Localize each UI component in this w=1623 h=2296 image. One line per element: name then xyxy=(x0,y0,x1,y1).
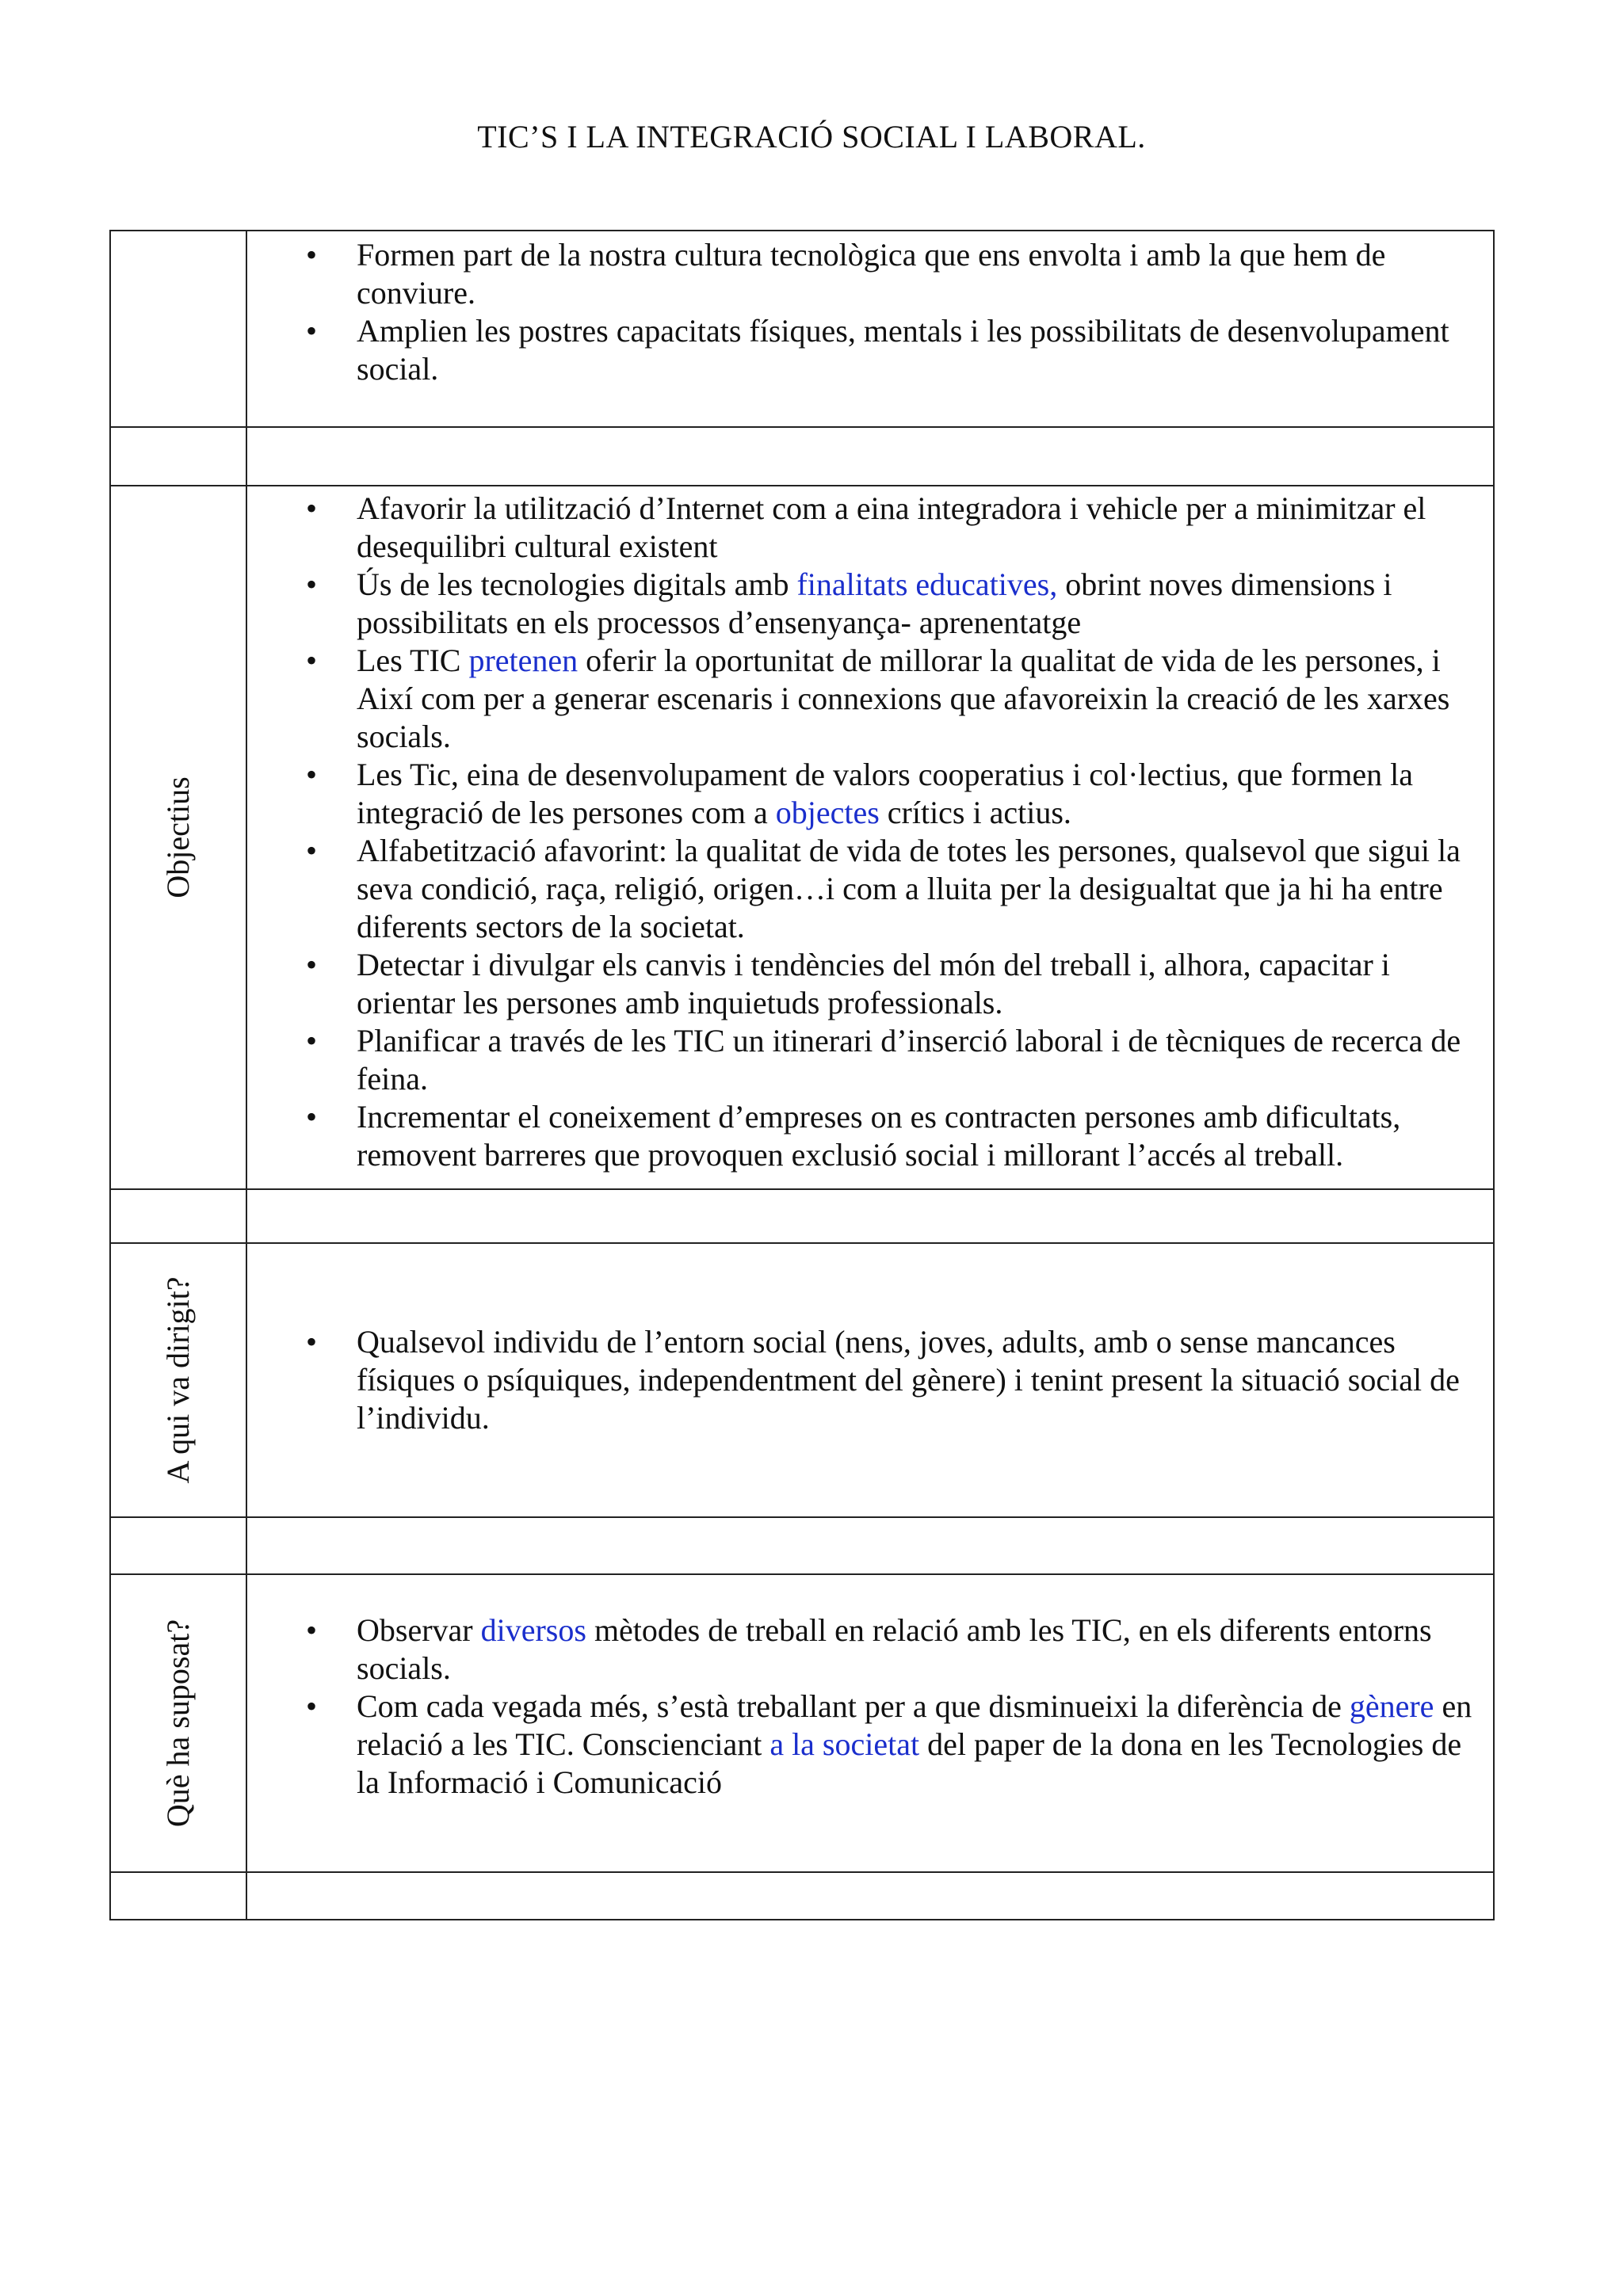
spacer-cell xyxy=(110,1872,246,1920)
intro-bullet-list xyxy=(247,236,1493,388)
spacer-row xyxy=(110,427,1494,486)
text-run: crítics i actius. xyxy=(879,795,1071,830)
text-run: mètodes de treball en relació amb les TIC, en els diferents entorns socials. xyxy=(357,1612,1432,1686)
objectius-content-cell xyxy=(246,486,1494,1189)
objectius-bullet: • Planificar a través de les TIC un itinerari d’inserció laboral i de tècniques de recerca de feina. xyxy=(357,1022,1493,1098)
highlighted-text: objectes xyxy=(775,795,880,830)
document-title: TIC’S I LA INTEGRACIÓ SOCIAL I LABORAL. xyxy=(477,119,1146,154)
objectius-bullet-list xyxy=(247,490,1493,1174)
text-run: obrint noves dimensions i possibilitats en els processos d’ensenyança- aprenentatge xyxy=(357,566,1392,640)
intro-row xyxy=(110,231,1494,427)
text-run: Les Tic, eina de desenvolupament de valors cooperatius i col·lectius, que formen la integració de les persones com a xyxy=(357,757,1413,830)
text-run: Ús de les tecnologies digitals amb xyxy=(357,566,797,602)
spacer-cell xyxy=(246,1189,1494,1243)
text-run: Com cada vegada més, s’està treballant per a que disminueixi la diferència de xyxy=(357,1688,1350,1724)
objectius-bullet: • Afavorir la utilització d’Internet com a eina integradora i vehicle per a minimitzar el desequilibri cultural existent xyxy=(357,490,1493,566)
spacer-row xyxy=(110,1517,1494,1574)
text-run: oferir la oportunitat de millorar la qualitat de vida de les persones, i Així com per a generar escenaris i connexions que afavoreixin la creació de les xarxes socials. xyxy=(357,643,1450,754)
text-run: del paper de la dona en les Tecnologies de la Informació i Comunicació xyxy=(357,1726,1462,1800)
objectius-bullet: • Alfabetització afavorint: la qualitat de vida de totes les persones, qualsevol que sigui la seva condició, raça, religió, origen…i com a lluita per la desigualtat que ja hi ha entre diferents sectors de la societat. xyxy=(357,832,1493,946)
que-ha-suposat-row xyxy=(110,1574,1494,1872)
highlighted-text: finalitats educatives, xyxy=(796,566,1058,602)
que-ha-suposat-content-cell xyxy=(246,1574,1494,1872)
a-qui-bullet: • Qualsevol individu de l’entorn social (nens, joves, adults, amb o sense mancances físiques o psíquiques, independentment del gènere) i tenint present la situació social de l’individu. xyxy=(357,1323,1493,1437)
que-ha-suposat-bullet xyxy=(357,1611,1493,1688)
a-qui-bullet-list xyxy=(247,1323,1493,1437)
a-qui-content-cell xyxy=(246,1243,1494,1517)
highlighted-text: gènere xyxy=(1349,1688,1434,1724)
spacer-cell xyxy=(246,1517,1494,1574)
a-qui-label-cell xyxy=(110,1243,246,1517)
text-run: Les TIC xyxy=(357,643,469,678)
objectius-bullet: • Incrementar el coneixement d’empreses on es contracten persones amb dificultats, removent barreres que provoquen exclusió social i millorant l’accés al treball. xyxy=(357,1098,1493,1174)
text-run: Observar xyxy=(357,1612,481,1648)
a-qui-row xyxy=(110,1243,1494,1517)
que-ha-suposat-bullet xyxy=(357,1688,1493,1802)
intro-label-cell xyxy=(110,231,246,427)
spacer-cell xyxy=(110,1189,246,1243)
highlighted-text: a la societat xyxy=(769,1726,920,1762)
objectius-bullet xyxy=(357,756,1493,832)
highlighted-text: diversos xyxy=(480,1612,586,1648)
a-qui-label: A qui va dirigit? xyxy=(160,1276,196,1484)
que-ha-suposat-bullet-list xyxy=(247,1611,1493,1802)
que-ha-suposat-label-cell xyxy=(110,1574,246,1872)
highlighted-text: pretenen xyxy=(468,643,579,678)
intro-bullet: • Formen part de la nostra cultura tecnològica que ens envolta i amb la que hem de conviure. xyxy=(357,236,1493,312)
objectius-bullet xyxy=(357,642,1493,756)
text-run: en relació a les TIC. Conscienciant xyxy=(357,1688,1472,1762)
spacer-cell xyxy=(246,427,1494,486)
objectius-bullet xyxy=(357,566,1493,642)
objectius-row xyxy=(110,486,1494,1189)
que-ha-suposat-label: Què ha suposat? xyxy=(160,1619,196,1828)
spacer-row xyxy=(110,1872,1494,1920)
spacer-cell xyxy=(246,1872,1494,1920)
objectius-label: Objectius xyxy=(160,776,196,898)
spacer-cell xyxy=(110,427,246,486)
intro-bullet: • Amplien les postres capacitats físiques, mentals i les possibilitats de desenvolupament social. xyxy=(357,312,1493,388)
intro-content-cell xyxy=(246,231,1494,427)
spacer-cell xyxy=(110,1517,246,1574)
objectius-label-cell xyxy=(110,486,246,1189)
spacer-row xyxy=(110,1189,1494,1243)
content-table xyxy=(109,230,1495,1920)
objectius-bullet: • Detectar i divulgar els canvis i tendències del món del treball i, alhora, capacitar i orientar les persones amb inquietuds professionals. xyxy=(357,946,1493,1022)
